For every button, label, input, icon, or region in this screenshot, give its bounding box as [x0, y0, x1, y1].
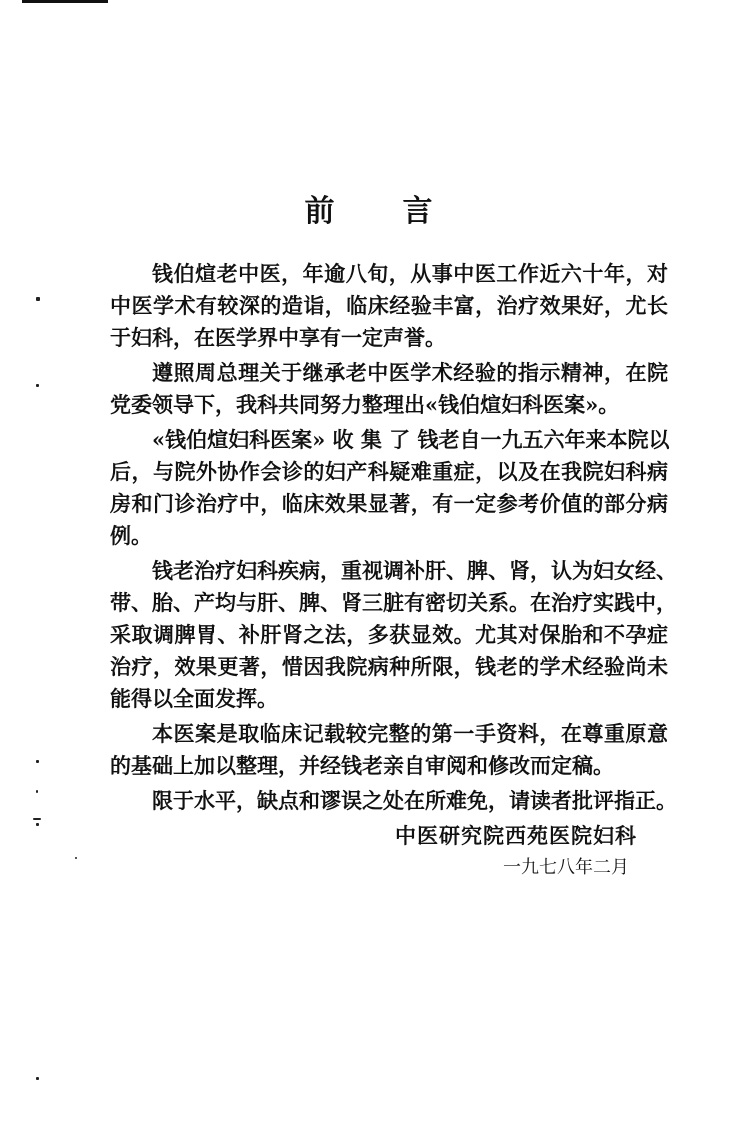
- title-char: 言: [402, 194, 433, 229]
- text-line: 能得以全面发挥。: [110, 686, 278, 711]
- signature-date: 一九七八年二月: [503, 857, 629, 878]
- scan-speck: [36, 384, 39, 387]
- text-line: 采取调脾胃、补肝肾之法，多获显效。尤其对保胎和不孕症: [110, 622, 668, 647]
- paragraph: [110, 357, 668, 421]
- text-line: 的基础上加以整理，并经钱老亲自审阅和修改而定稿。: [110, 753, 614, 778]
- scan-speck: [33, 818, 41, 820]
- scan-speck: [36, 823, 39, 826]
- text-line: «钱伯煊妇科医案» 收 集 了 钱老自一九五六年来本院以: [152, 427, 670, 452]
- text-line: 带、胎、产均与肝、脾、肾三脏有密切关系。在治疗实践中，: [110, 590, 677, 615]
- text-line: 中医学术有较深的造诣，临床经验丰富，治疗效果好，尤长: [110, 293, 668, 318]
- paragraph: [110, 555, 677, 715]
- scan-speck: [36, 297, 40, 301]
- text-line: 钱伯煊老中医，年逾八旬，从事中医工作近六十年，对: [152, 261, 668, 286]
- preface-body: [110, 258, 677, 820]
- scan-speck: [36, 790, 38, 793]
- text-line: 治疗，效果更著，惜因我院病种所限，钱老的学术经验尚未: [110, 654, 668, 679]
- text-line: 本医案是取临床记载较完整的第一手资料，在尊重原意: [152, 721, 668, 746]
- signature-organization: 中医研究院西苑医院妇科: [395, 823, 637, 848]
- title-char: 前: [304, 194, 335, 229]
- scan-speck: [75, 857, 77, 859]
- text-line: 例。: [110, 523, 152, 548]
- text-line: 党委领导下，我科共同努力整理出«钱伯煊妇科医案»。: [110, 392, 620, 417]
- scan-speck: [36, 1077, 39, 1080]
- text-line: 限于水平，缺点和谬误之处在所难免，请读者批评指正。: [152, 788, 677, 813]
- text-line: 房和门诊治疗中，临床效果显著，有一定参考价值的部分病: [110, 491, 668, 516]
- scan-speck: [36, 760, 39, 763]
- text-line: 后，与院外协作会诊的妇产科疑难重症，以及在我院妇科病: [110, 459, 668, 484]
- scan-edge-bar: [22, 0, 108, 3]
- paragraph: [110, 424, 668, 552]
- text-line: 钱老治疗妇科疾病，重视调补肝、脾、肾，认为妇女经、: [152, 558, 677, 583]
- text-line: 遵照周总理关于继承老中医学术经验的指示精神，在院: [152, 360, 668, 385]
- page-title: [0, 186, 737, 230]
- paragraph: [110, 258, 668, 354]
- text-line: 于妇科，在医学界中享有一定声誉。: [110, 325, 446, 350]
- paragraph: [110, 718, 668, 782]
- paragraph: [110, 785, 677, 817]
